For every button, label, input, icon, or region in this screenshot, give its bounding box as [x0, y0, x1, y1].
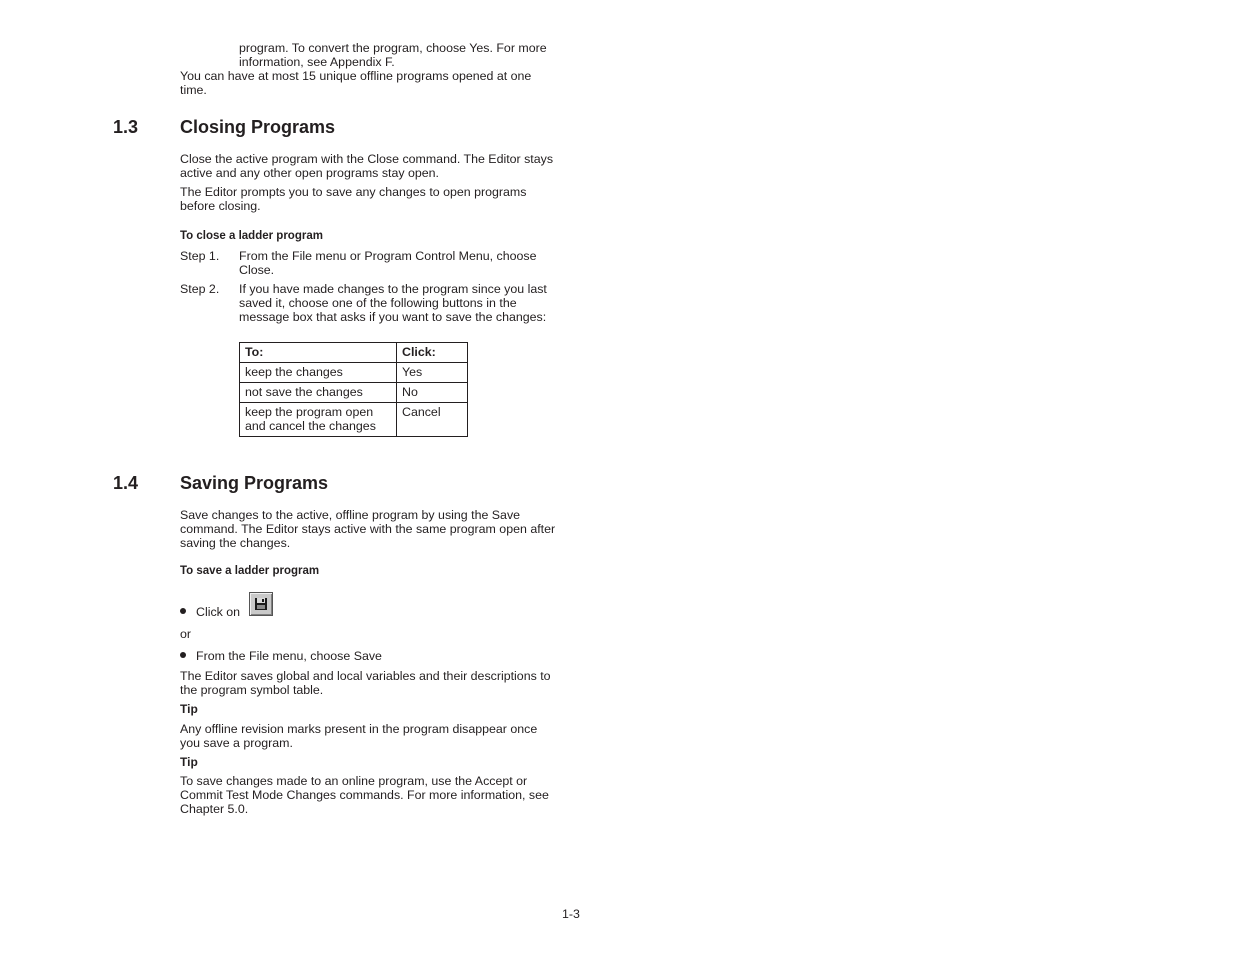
table-header-row	[240, 343, 468, 363]
paragraph-line: The Editor saves global and local variables and their descriptions to	[180, 669, 551, 683]
button-choice-table	[239, 342, 468, 437]
tip-text	[180, 774, 549, 816]
step-text	[239, 282, 547, 324]
paragraph-line: active and any other open programs stay open.	[180, 166, 439, 180]
tip-label: Tip	[180, 755, 198, 769]
page-number: 1-3	[562, 907, 580, 921]
intro-paragraph-line: time.	[180, 83, 207, 97]
section-paragraph	[180, 185, 526, 213]
table-header-cell: To:	[240, 343, 397, 363]
table-cell: Cancel	[397, 403, 468, 437]
tip-line: you save a program.	[180, 736, 293, 750]
bullet-text: From the File menu, choose Save	[196, 649, 382, 663]
paragraph-line: the program symbol table.	[180, 683, 324, 697]
step-text	[239, 249, 537, 277]
tip-line: Chapter 5.0.	[180, 802, 249, 816]
paragraph-line: before closing.	[180, 199, 261, 213]
table-row	[240, 383, 468, 403]
procedure-heading: To close a ladder program	[180, 230, 323, 242]
table-cell-line: and cancel the changes	[245, 419, 376, 433]
section-number: 1.3	[113, 117, 139, 137]
intro-line: information, see Appendix F.	[239, 55, 395, 69]
table-cell	[240, 403, 397, 437]
tip-line: To save changes made to an online program, use the Accept or	[180, 774, 528, 788]
table-cell: not save the changes	[240, 383, 397, 403]
table-cell-line: keep the program open	[245, 405, 374, 419]
table-cell: No	[397, 383, 468, 403]
intro-paragraph	[180, 69, 531, 97]
bullet-text: Click on	[196, 605, 241, 619]
tip-label: Tip	[180, 702, 198, 716]
bullet-icon	[180, 652, 186, 658]
section-paragraph	[180, 152, 553, 180]
tip-line: Commit Test Mode Changes commands. For more information, see	[180, 788, 549, 802]
section-title: Saving Programs	[180, 473, 329, 493]
paragraph-line: The Editor prompts you to save any changes to open programs	[180, 185, 527, 199]
section-title: Closing Programs	[180, 117, 336, 137]
section-paragraph	[180, 669, 551, 697]
table-row	[240, 363, 468, 383]
step-line: message box that asks if you want to save the changes:	[239, 310, 547, 324]
tip-line: Any offline revision marks present in the program disappear once	[180, 722, 538, 736]
section-number: 1.4	[113, 473, 139, 493]
step-line: saved it, choose one of the following buttons in the	[239, 296, 517, 310]
paragraph-line: saving the changes.	[180, 536, 291, 550]
paragraph-line: Close the active program with the Close command. The Editor stays	[180, 152, 554, 166]
table-header-cell: Click:	[397, 343, 468, 363]
bullet-icon	[180, 608, 186, 614]
step-line: If you have made changes to the program since you last	[239, 282, 547, 296]
paragraph-line: command. The Editor stays active with the same program open after	[180, 522, 556, 536]
step-label: Step 2.	[180, 282, 220, 296]
paragraph-line: Save changes to the active, offline program by using the Save	[180, 508, 521, 522]
table-cell: keep the changes	[240, 363, 397, 383]
intro-continuation	[239, 41, 547, 69]
table-cell: Yes	[397, 363, 468, 383]
or-text: or	[180, 627, 192, 641]
step-line: Close.	[239, 263, 275, 277]
procedure-heading: To save a ladder program	[180, 565, 320, 577]
step-line: From the File menu or Program Control Menu, choose	[239, 249, 537, 263]
intro-paragraph-line: You can have at most 15 unique offline programs opened at one	[180, 69, 532, 83]
intro-line: program. To convert the program, choose Yes. For more	[239, 41, 547, 55]
table-row	[240, 403, 468, 437]
save-floppy-icon[interactable]	[249, 592, 273, 616]
step-label: Step 1.	[180, 249, 220, 263]
tip-text	[180, 722, 537, 750]
section-paragraph	[180, 508, 555, 550]
